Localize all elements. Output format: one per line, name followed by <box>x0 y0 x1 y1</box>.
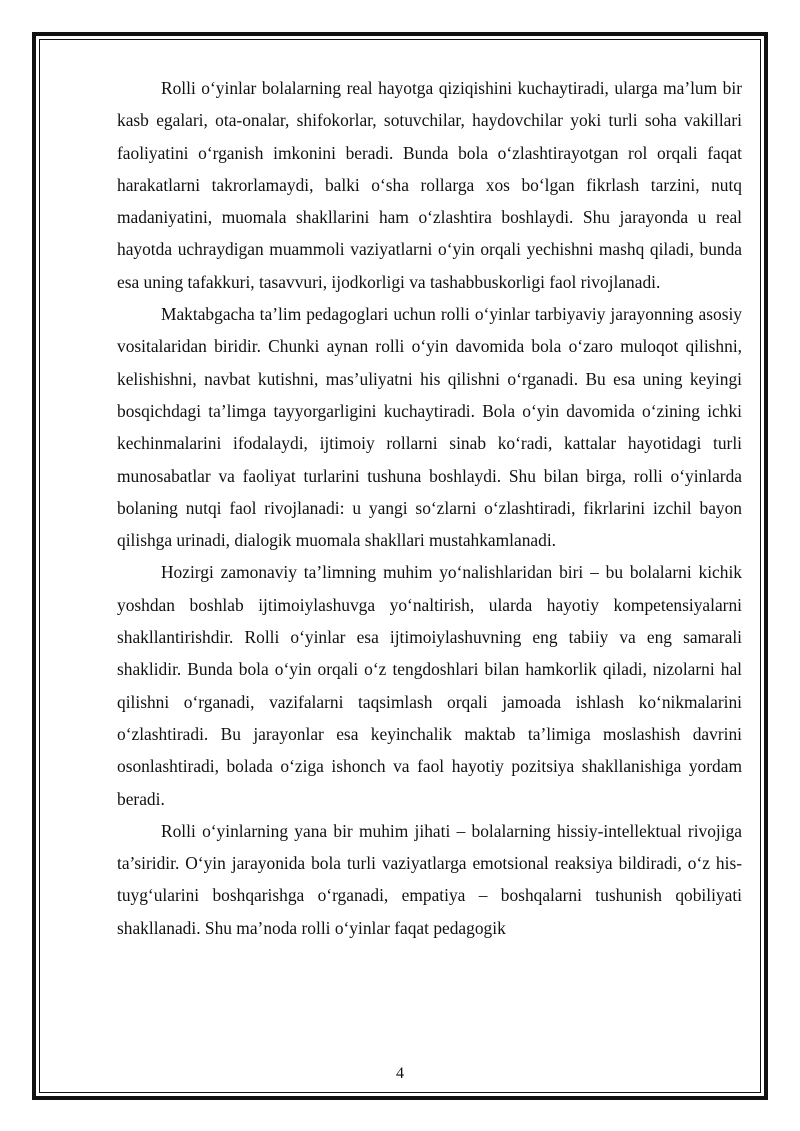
document-body <box>117 72 742 944</box>
paragraph: Hozirgi zamonaviy ta’limning muhim yo‘nalishlaridan biri – bu bolalarni kichik yoshdan boshlab ijtimoiylashuvga yo‘naltirish, ularda hayotiy kompetensiyalarni shakllantirishdir. Rolli o‘yinlar esa ijtimoiylashuvning eng tabiiy va eng samarali shaklidir. Bunda bola o‘yin orqali o‘z tengdoshlari bilan hamkorlik qiladi, nizolarni hal qilishni o‘rganadi, vazifalarni taqsimlash orqali jamoada ishlash ko‘nikmalarini o‘zlashtiradi. Bu jarayonlar esa keyinchalik maktab ta’limiga moslashish davrini osonlashtiradi, bolada o‘ziga ishonch va faol hayotiy pozitsiya shakllanishiga yordam beradi. <box>117 562 742 809</box>
paragraph: Maktabgacha ta’lim pedagoglari uchun rolli o‘yinlar tarbiyaviy jarayonning asosiy vositalaridan biridir. Chunki aynan rolli o‘yin davomida bola o‘zaro muloqot qilishni, kelishishni, navbat kutishni, mas’uliyatni his qilishni o‘rganadi. Bu esa uning keyingi bosqichdagi ta’limga tayyorgarligini kuchaytiradi. Bola o‘yin davomida o‘zining ichki kechinmalarini ifodalaydi, ijtimoiy rollarni sinab ko‘radi, kattalar hayotidagi turli munosabatlar va faoliyat turlarini tushuna boshlaydi. Shu bilan birga, rolli o‘yinlarda bolaning nutqi faol rivojlanadi: u yangi so‘zlarni o‘zlashtiradi, fikrlarini izchil bayon qilishga urinadi, dialogik muomala shakllari mustahkamlanadi. <box>117 304 742 551</box>
paragraph: Rolli o‘yinlar bolalarning real hayotga qiziqishini kuchaytiradi, ularga ma’lum bir kasb egalari, ota-onalar, shifokorlar, sotuvchilar, haydovchilar yoki turli soha vakillari faoliyatini o‘rganish imkonini beradi. Bunda bola o‘zlashtirayotgan rol orqali faqat harakatlarni takrorlamaydi, balki o‘sha rollarga xos bo‘lgan fikrlash tarzini, nutq madaniyatini, muomala shakllarini ham o‘zlashtira boshlaydi. Shu jarayonda u real hayotda uchraydigan muammoli vaziyatlarni o‘yin orqali yechishni mashq qiladi, bunda esa uning tafakkuri, tasavvuri, ijodkorligi va tashabbuskorligi faol rivojlanadi. <box>117 78 742 292</box>
paragraph: Rolli o‘yinlarning yana bir muhim jihati – bolalarning hissiy-intellektual rivojiga ta’siridir. O‘yin jarayonida bola turli vaziyatlarga emotsional reaksiya bildiradi, o‘z his-tuyg‘ularini boshqarishga o‘rganadi, empatiya – boshqalarni tushunish qobiliyati shakllanadi. Shu ma’noda rolli o‘yinlar faqat pedagogik <box>117 820 742 938</box>
page-number: 4 <box>396 1065 404 1082</box>
